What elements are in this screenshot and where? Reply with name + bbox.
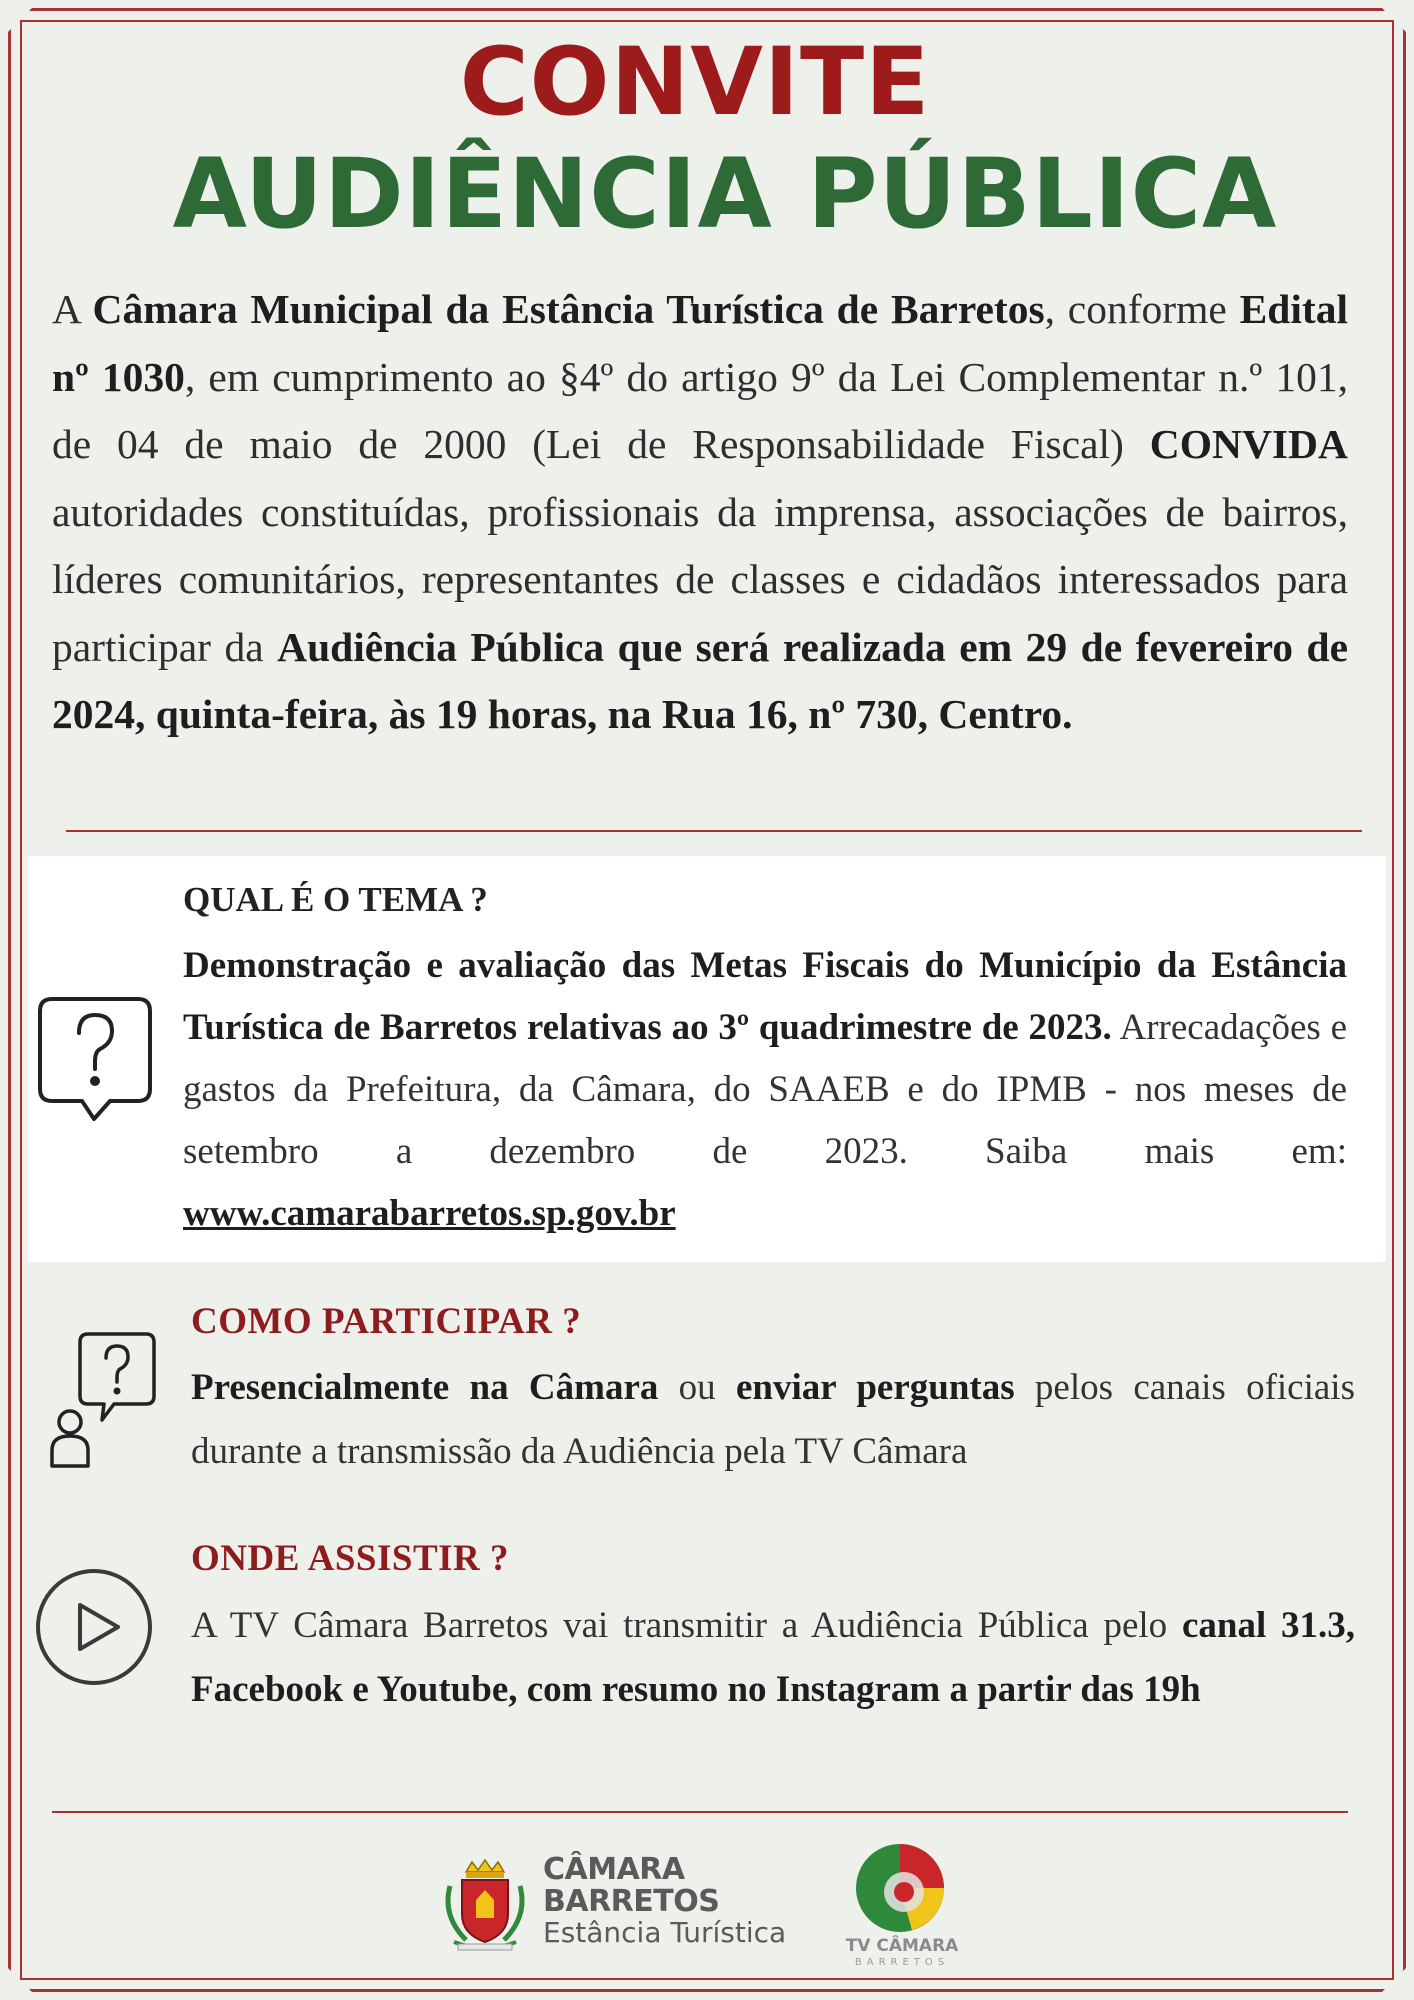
tv-camara-logo-icon bbox=[852, 1840, 948, 1941]
site-link[interactable]: www.camarabarretos.sp.gov.br bbox=[183, 1193, 676, 1234]
title-convite: CONVITE bbox=[459, 28, 931, 137]
participar-heading: COMO PARTICIPAR ? bbox=[191, 1301, 582, 1342]
play-circle-icon bbox=[34, 1567, 154, 1692]
title-audiencia-publica: AUDIÊNCIA PÚBLICA bbox=[172, 138, 1278, 250]
assistir-text: A TV Câmara Barretos vai transmitir a Audiência Pública pelo canal 31.3, Facebook e Youtube, com resumo no Instagram a partir das 19h bbox=[191, 1605, 1356, 1710]
person-question-icon bbox=[48, 1330, 158, 1475]
camara-logo-text: CÂMARA BARRETOS Estância Turística bbox=[543, 1852, 787, 1949]
tv-camara-sublabel: BARRETOS bbox=[854, 1957, 950, 1968]
camara-coat-of-arms-icon bbox=[436, 1856, 534, 1961]
footer-logos bbox=[0, 1840, 1414, 1980]
tema-text: Demonstração e avaliação das Metas Fiscais do Município da Estância Turística de Barretos relativas ao 3º quadrimestre de 2023. Arrecadações e gastos da Prefeitura, da Câmara, do SAAEB e do IPMB - nos meses de setembro a dezembro de 2023. Saiba mais em: www.camarabarretos.sp.gov.br bbox=[183, 945, 1347, 1234]
divider bbox=[66, 830, 1362, 832]
intro-paragraph: A Câmara Municipal da Estância Turística de Barretos, conforme Edital nº 1030, em cumprimento ao §4º do artigo 9º da Lei Complementar n.º 101, de 04 de maio de 2000 (Lei de Responsabilidade Fiscal) CONVIDA autoridades constituídas, profissionais da imprensa, associações de bairros, líderes comunitários, representantes de classes e cidadãos interessados para participar da Audiência Pública que será realizada em 29 de fevereiro de 2024, quinta-feira, às 19 horas, na Rua 16, nº 730, Centro. bbox=[52, 286, 1349, 737]
question-speech-bubble-icon bbox=[36, 995, 154, 1128]
tv-camara-label: TV CÂMARA bbox=[845, 1936, 959, 1956]
assistir-heading: ONDE ASSISTIR ? bbox=[191, 1538, 510, 1579]
footer-divider bbox=[52, 1811, 1348, 1813]
tema-heading: QUAL É O TEMA ? bbox=[183, 880, 488, 919]
participar-text: Presencialmente na Câmara ou enviar perguntas pelos canais oficiais durante a transmissão da Audiência pela TV Câmara bbox=[191, 1367, 1355, 1472]
